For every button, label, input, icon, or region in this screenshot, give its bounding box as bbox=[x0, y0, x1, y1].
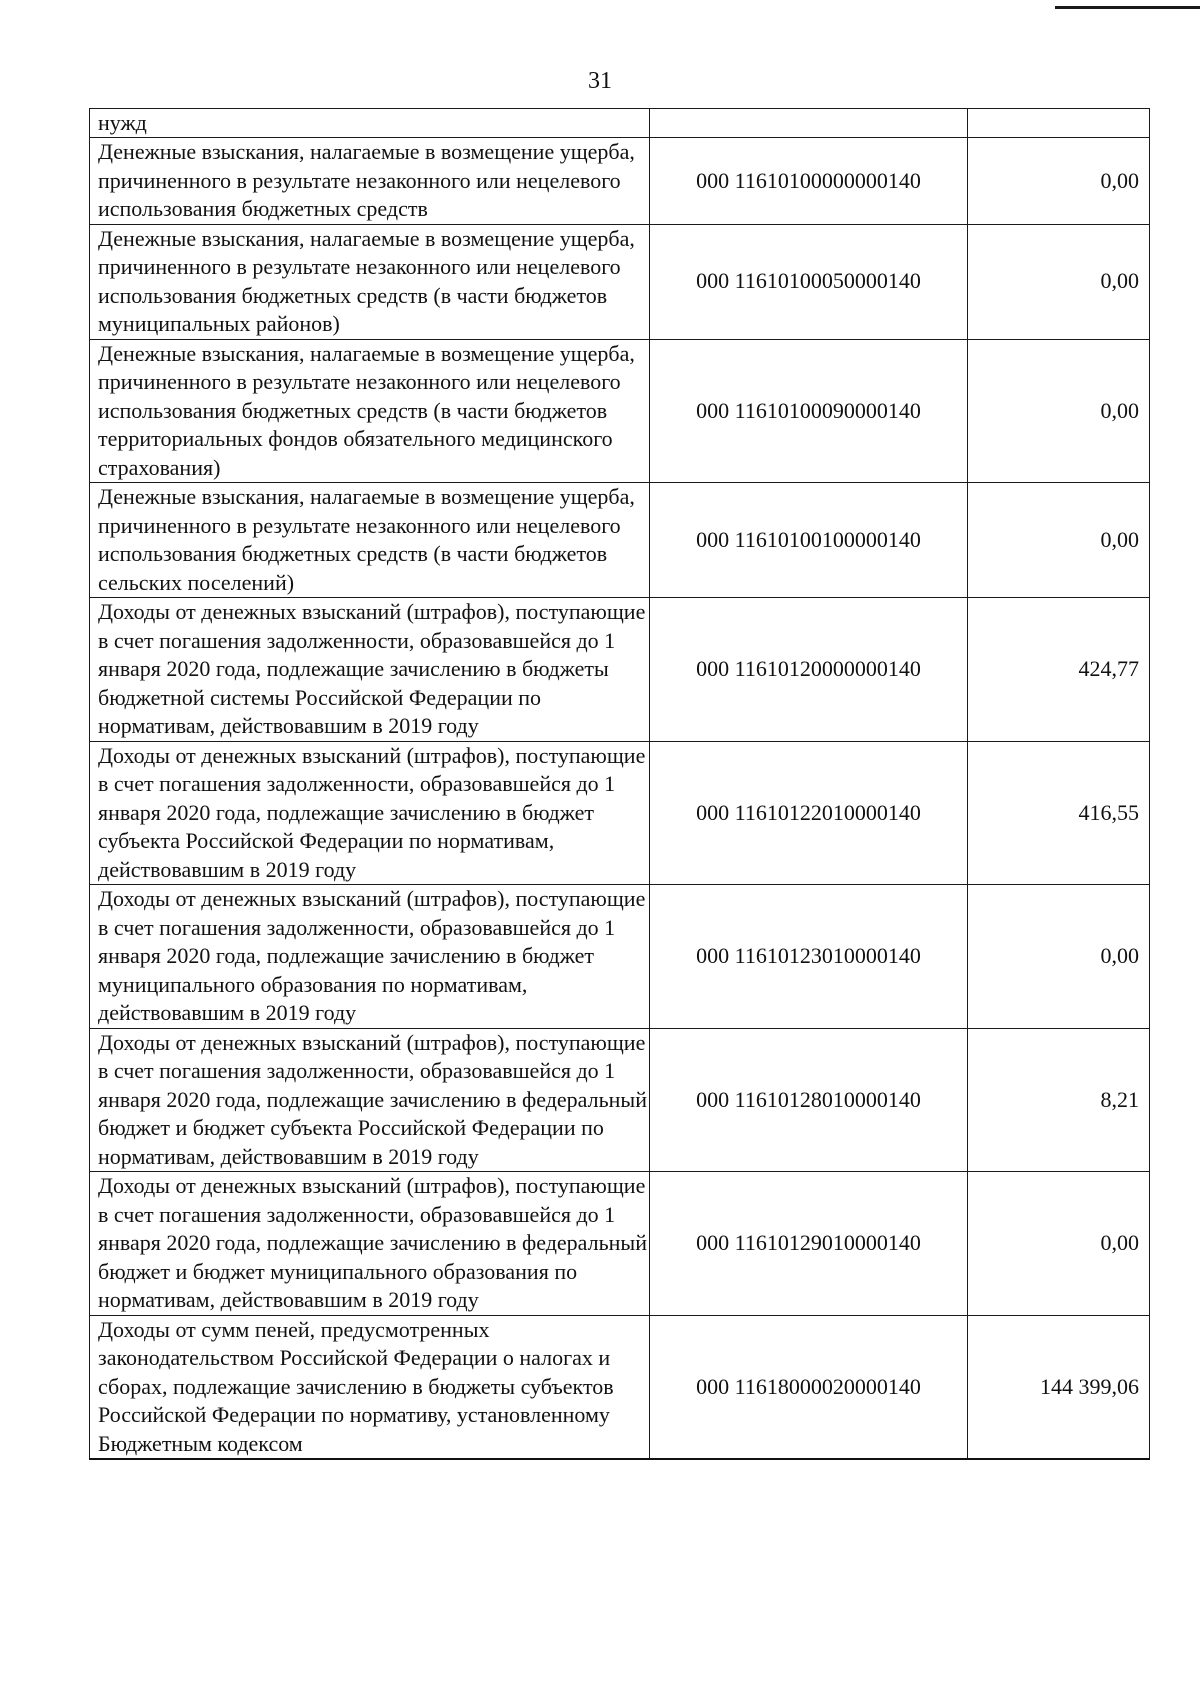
row-code-cell: 000 11610128010000140 bbox=[650, 1028, 968, 1172]
row-name-cell: нужд bbox=[90, 109, 650, 138]
row-name-cell: Доходы от денежных взысканий (штрафов), поступающие в счет погашения задолженности, образовавшейся до 1 января 2020 года, подлежащие зачислению в бюджет субъекта Российской Федерации по нормативам, действовавшим в 2019 году bbox=[90, 741, 650, 885]
row-name-cell: Денежные взыскания, налагаемые в возмещение ущерба, причиненного в результате незаконного или нецелевого использования бюджетных средств bbox=[90, 138, 650, 225]
row-name-cell: Доходы от денежных взысканий (штрафов), поступающие в счет погашения задолженности, образовавшейся до 1 января 2020 года, подлежащие зачислению в федеральный бюджет и бюджет субъекта Российской Федерации по нормативам, действовавшим в 2019 году bbox=[90, 1028, 650, 1172]
row-name-cell: Денежные взыскания, налагаемые в возмещение ущерба, причиненного в результате незаконного или нецелевого использования бюджетных средств (в части бюджетов муниципальных районов) bbox=[90, 224, 650, 339]
row-name-cell: Денежные взыскания, налагаемые в возмещение ущерба, причиненного в результате незаконного или нецелевого использования бюджетных средств (в части бюджетов сельских поселений) bbox=[90, 483, 650, 598]
row-value-cell: 424,77 bbox=[968, 598, 1150, 742]
row-code-cell: 000 11610123010000140 bbox=[650, 885, 968, 1029]
row-value-cell: 0,00 bbox=[968, 1172, 1150, 1316]
table-row bbox=[90, 224, 1150, 339]
row-value-cell: 0,00 bbox=[968, 138, 1150, 225]
table-row bbox=[90, 483, 1150, 598]
row-value-cell: 0,00 bbox=[968, 483, 1150, 598]
row-value-cell: 144 399,06 bbox=[968, 1315, 1150, 1459]
row-name-cell: Денежные взыскания, налагаемые в возмещение ущерба, причиненного в результате незаконного или нецелевого использования бюджетных средств (в части бюджетов территориальных фондов обязательного медицинского страхования) bbox=[90, 339, 650, 483]
row-value-cell: 0,00 bbox=[968, 885, 1150, 1029]
table-row bbox=[90, 1315, 1150, 1459]
table-row bbox=[90, 598, 1150, 742]
table-row bbox=[90, 138, 1150, 225]
row-name-cell: Доходы от сумм пеней, предусмотренных законодательством Российской Федерации о налогах и сборах, подлежащие зачислению в бюджеты субъектов Российской Федерации по нормативу, установленному Бюджетным кодексом bbox=[90, 1315, 650, 1459]
row-code-cell: 000 11610100090000140 bbox=[650, 339, 968, 483]
budget-revenue-table bbox=[89, 108, 1150, 1460]
table-row bbox=[90, 1028, 1150, 1172]
row-code-cell: 000 11610129010000140 bbox=[650, 1172, 968, 1316]
table-row bbox=[90, 1172, 1150, 1316]
row-code-cell: 000 11610100000000140 bbox=[650, 138, 968, 225]
table-row bbox=[90, 109, 1150, 138]
row-code-cell: 000 11610122010000140 bbox=[650, 741, 968, 885]
row-code-cell: 000 11610100050000140 bbox=[650, 224, 968, 339]
row-code-cell bbox=[650, 109, 968, 138]
row-code-cell: 000 11618000020000140 bbox=[650, 1315, 968, 1459]
row-name-cell: Доходы от денежных взысканий (штрафов), поступающие в счет погашения задолженности, образовавшейся до 1 января 2020 года, подлежащие зачислению в бюджет муниципального образования по нормативам, действовавшим в 2019 году bbox=[90, 885, 650, 1029]
row-value-cell: 416,55 bbox=[968, 741, 1150, 885]
table-row bbox=[90, 339, 1150, 483]
table-row bbox=[90, 741, 1150, 885]
page-number: 31 bbox=[588, 68, 612, 94]
row-value-cell: 0,00 bbox=[968, 224, 1150, 339]
row-code-cell: 000 11610120000000140 bbox=[650, 598, 968, 742]
row-value-cell: 0,00 bbox=[968, 339, 1150, 483]
row-name-cell: Доходы от денежных взысканий (штрафов), поступающие в счет погашения задолженности, образовавшейся до 1 января 2020 года, подлежащие зачислению в федеральный бюджет и бюджет муниципального образования по нормативам, действовавшим в 2019 году bbox=[90, 1172, 650, 1316]
scan-corner-mark bbox=[1055, 0, 1200, 9]
row-name-cell: Доходы от денежных взысканий (штрафов), поступающие в счет погашения задолженности, образовавшейся до 1 января 2020 года, подлежащие зачислению в бюджеты бюджетной системы Российской Федерации по нормативам, действовавшим в 2019 году bbox=[90, 598, 650, 742]
row-value-cell: 8,21 bbox=[968, 1028, 1150, 1172]
row-value-cell bbox=[968, 109, 1150, 138]
table-row bbox=[90, 885, 1150, 1029]
row-code-cell: 000 11610100100000140 bbox=[650, 483, 968, 598]
